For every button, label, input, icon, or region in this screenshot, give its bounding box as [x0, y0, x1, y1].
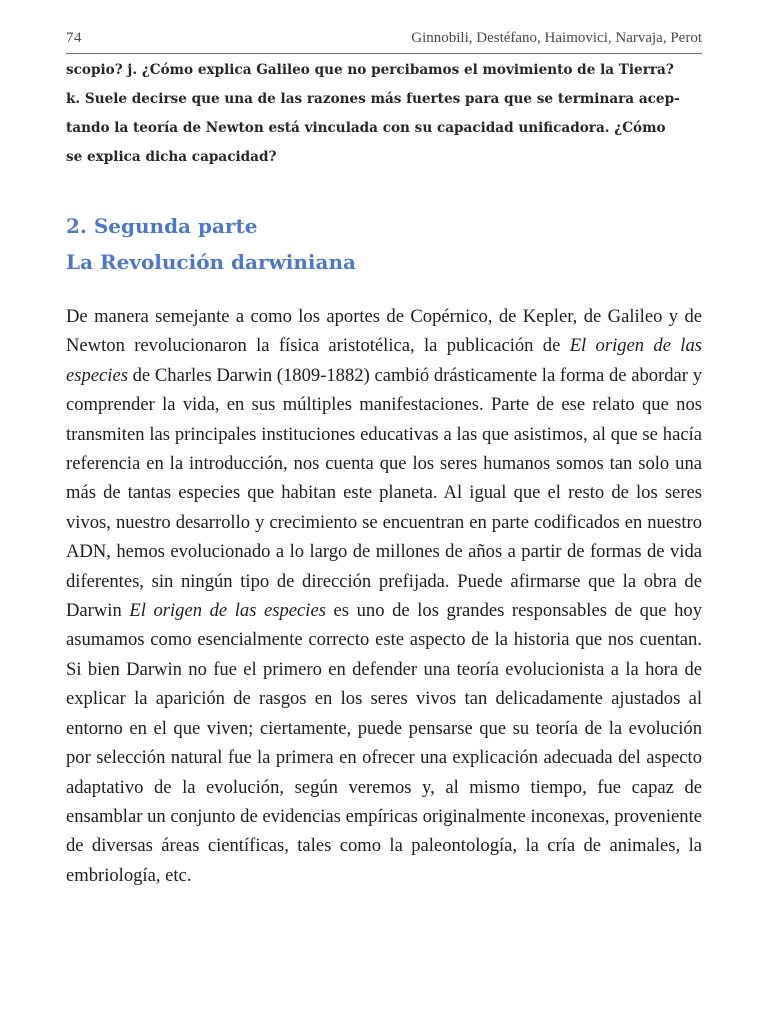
- question-line: tando la teoría de Newton está vinculada con su capacidad unificadora. ¿Cómo: [66, 120, 666, 136]
- text-run: de Charles Darwin (1809-1882) cambió drásticamente la forma de abordar y comprender la vida, en sus múltiples manifestaciones. Parte de ese relato que nos transmiten las principales instituciones educativas a las que asistimos, al que se hacía referencia en la introducción, nos cuenta que los seres humanos somos tan solo una más de tantas especies que habitan este planeta. Al igual que el resto de los seres vivos, nuestro desarrollo y crecimiento se encuentran en parte codificados en nuestro ADN, hemos evolucionado a lo largo de millones de años a partir de formas de vida diferentes, sin ningún tipo de dirección prefijada. Puede afirmarse que la obra de Darwin: [66, 364, 702, 622]
- book-title-italic: El origen de las especies: [66, 335, 703, 386]
- question-line: k. Suele decirse que una de las razones más fuertes para que se terminara acep-: [66, 91, 680, 107]
- text-run: De manera semejante a como los aportes de Copérnico, de Kepler, de Galileo y de Newton revolucionaron la física aristotélica, la publicación de: [66, 306, 702, 357]
- page-number: 74: [66, 30, 82, 46]
- body-paragraph: [66, 302, 702, 890]
- question-line: se explica dicha capacidad?: [66, 149, 277, 165]
- header-authors: Ginnobili, Destéfano, Haimovici, Narvaja, Perot: [411, 30, 702, 46]
- book-title-italic: El origen de las especies: [129, 600, 326, 622]
- paragraph-text: [66, 302, 702, 890]
- running-header: [66, 30, 702, 54]
- exercise-questions: [66, 56, 702, 172]
- text-run: es uno de los grandes responsables de que hoy asumamos como esencialmente correcto este aspecto de la historia que nos cuentan. Si bien Darwin no fue el primero en defender una teoría evolucionista a la hora de explicar la aparición de rasgos en los seres vivos tan delicadamente ajustados al entorno en el que viven; ciertamente, puede pensarse que su teoría de la evolución por selección natural fue la primera en ofrecer una explicación adecuada del aspecto adaptativo de la evolución, según veremos y, al mismo tiempo, fue capaz de ensamblar un conjunto de evidencias empíricas originalmente inconexas, proveniente de diversas áreas científicas, tales como la paleontología, la cría de animales, la embriología, etc.: [66, 600, 702, 886]
- section-title: 2. Segunda parte: [66, 214, 258, 238]
- book-page: [66, 30, 702, 890]
- section-subtitle: La Revolución darwiniana: [66, 250, 356, 274]
- question-line: scopio? j. ¿Cómo explica Galileo que no percibamos el movimiento de la Tierra?: [66, 62, 674, 78]
- section-heading: [66, 208, 702, 280]
